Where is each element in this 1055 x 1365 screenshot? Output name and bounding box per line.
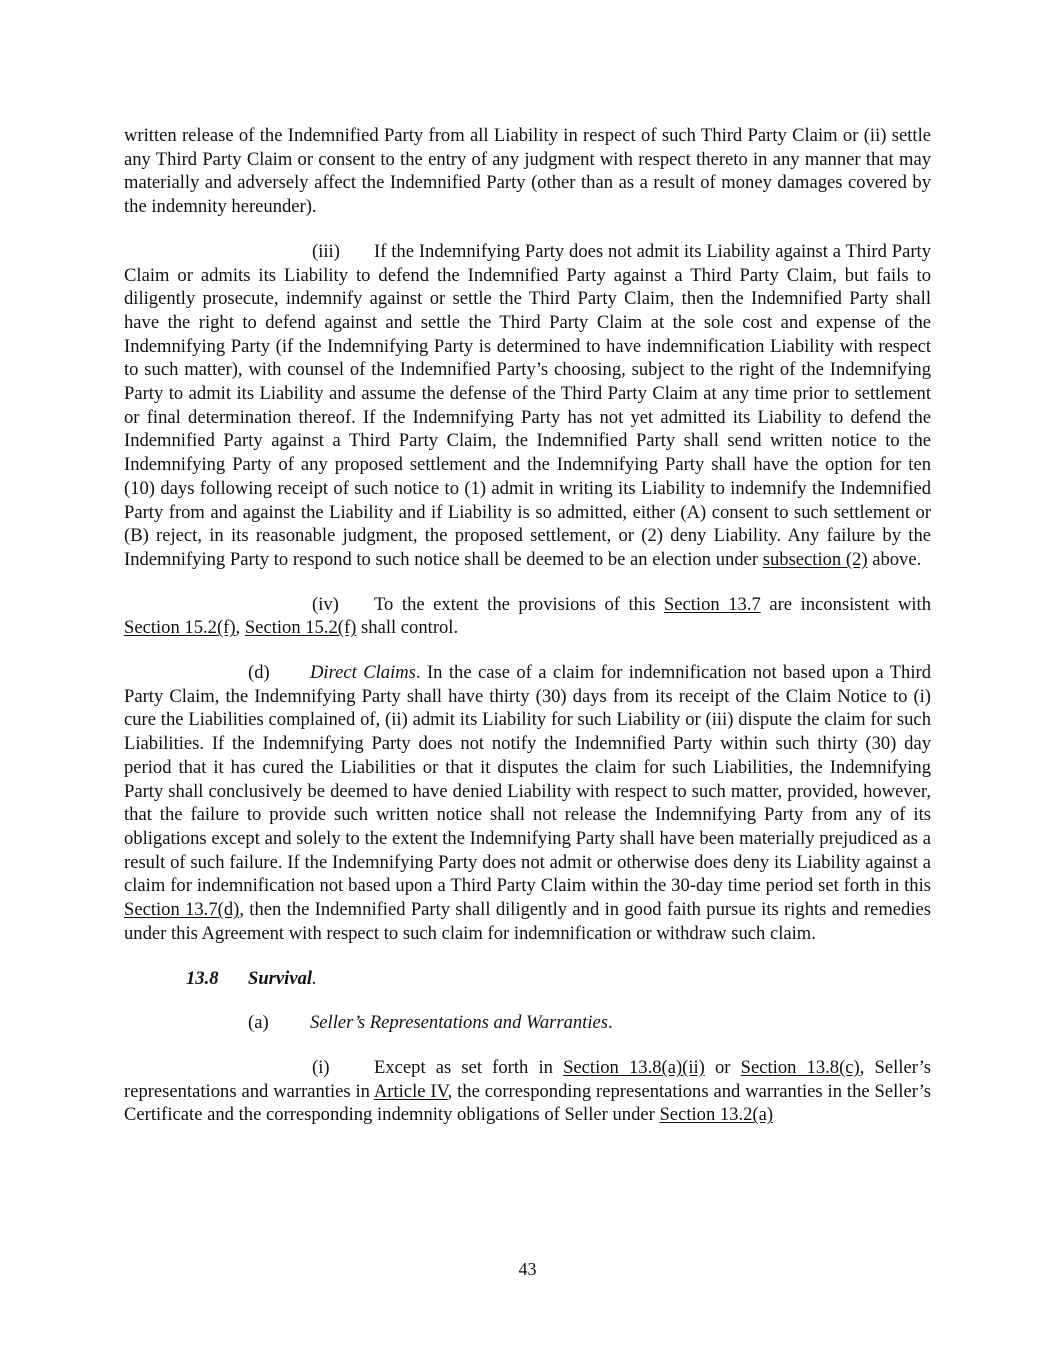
section-title: Survival bbox=[248, 967, 313, 989]
cross-reference-link[interactable]: Section 13.7 bbox=[663, 593, 761, 615]
clause-number: (iv) bbox=[312, 593, 339, 615]
page-number: 43 bbox=[518, 1259, 537, 1279]
cross-reference-link[interactable]: Section 15.2(f) bbox=[244, 617, 357, 639]
clause-number: (d) bbox=[248, 662, 270, 684]
clause-number: (i) bbox=[312, 1056, 330, 1078]
clause-number: (a) bbox=[248, 1012, 269, 1034]
cross-reference-link[interactable]: Section 13.8(a)(ii) bbox=[563, 1056, 705, 1078]
section-heading-survival: 13.8 Survival. bbox=[186, 967, 317, 989]
paragraph-iv: (iv) To the extent the provisions of this Section 13.7 are inconsistent with Section 15.2(f), Section 15.2(f) shall control. bbox=[124, 593, 932, 639]
paragraph-a-heading: (a) Seller’s Representations and Warranties. bbox=[248, 1012, 613, 1034]
cross-reference-link[interactable]: Section 13.7(d) bbox=[124, 899, 240, 921]
clause-number: (iii) bbox=[312, 240, 340, 262]
section-number: 13.8 bbox=[186, 967, 219, 989]
cross-reference-link[interactable]: Section 15.2(f) bbox=[124, 617, 236, 639]
clause-title: Direct Claims bbox=[310, 662, 416, 684]
paragraph-d-direct-claims: (d) Direct Claims. In the case of a claim for indemnification not based upon a Third Party Claim, the Indemnifying Party shall have thirty (30) days from its receipt of the Claim Notice to (i) cure the Liabilities complained of, (ii) admit its Liability for such Liability or (iii) dispute the claim for such Liabilities. If the Indemnifying Party does not notify the Indemnified Party within such thirty (30) day period that it has cured the Liabilities or that it disputes the claim for such Liabilities, the Indemnifying Party shall conclusively be deemed to have denied Liability with respect to such matter, provided, however, that the failure to provide such written notice shall not release the Indemnifying Party from any of its obligations except and solely to the extent the Indemnifying Party shall have been materially prejudiced as a result of such failure. If the Indemnifying Party does not admit or otherwise does deny its Liability against a claim for indemnification not based upon a Third Party Claim within the 30-day time period set forth in this Section 13.7(d), then the Indemnified Party shall diligently and in good faith pursue its rights and remedies under this Agreement with respect to such claim for indemnification or withdraw such claim. bbox=[124, 662, 931, 944]
paragraph-continuation: written release of the Indemnified Party from all Liability in respect of such Third Party Claim or (ii) settle any Third Party Claim or consent to the entry of any judgment with respect thereto in any manner that may materially and adversely affect the Indemnified Party (other than as a result of money damages covered by the indemnity hereunder). bbox=[124, 125, 931, 218]
paragraph-i: (i) Except as set forth in Section 13.8(a)(ii) or Section 13.8(c), Seller’s representations and warranties in Article IV, the corresponding representations and warranties in the Seller’s Certificate and the corresponding indemnity obligations of Seller under Section 13.2(a) bbox=[124, 1056, 931, 1126]
cross-reference-link[interactable]: Section 13.2(a) bbox=[659, 1104, 774, 1126]
cross-reference-link[interactable]: Section 13.8(c) bbox=[740, 1056, 860, 1078]
cross-reference-link[interactable]: subsection (2) bbox=[762, 548, 868, 570]
cross-reference-link[interactable]: Article IV bbox=[373, 1080, 448, 1102]
clause-title: Seller’s Representations and Warranties bbox=[310, 1012, 609, 1034]
paragraph-iii: (iii) If the Indemnifying Party does not admit its Liability against a Third Party Claim or admits its Liability to defend the Indemnified Party against a Third Party Claim, but fails to diligently prosecute, indemnify against or settle the Third Party Claim, then the Indemnified Party shall have the right to defend against and settle the Third Party Claim at the sole cost and expense of the Indemnifying Party (if the Indemnifying Party is determined to have indemnification Liability with respect to such matter), with counsel of the Indemnified Party’s choosing, subject to the right of the Indemnifying Party to admit its Liability and assume the defense of the Third Party Claim at any time prior to settlement or final determination thereof. If the Indemnifying Party has not yet admitted its Liability to defend the Indemnified Party against a Third Party Claim, the Indemnified Party shall send written notice to the Indemnifying Party of any proposed settlement and the Indemnifying Party shall have the option for ten (10) days following receipt of such notice to (1) admit in writing its Liability to indemnify the Indemnified Party from and against the Liability and if Liability is so admitted, either (A) consent to such settlement or (B) reject, in its reasonable judgment, the proposed settlement, or (2) deny Liability. Any failure by the Indemnifying Party to respond to such notice shall be deemed to be an election under subsection (2) above. bbox=[124, 240, 931, 570]
document-body bbox=[124, 124, 931, 1127]
